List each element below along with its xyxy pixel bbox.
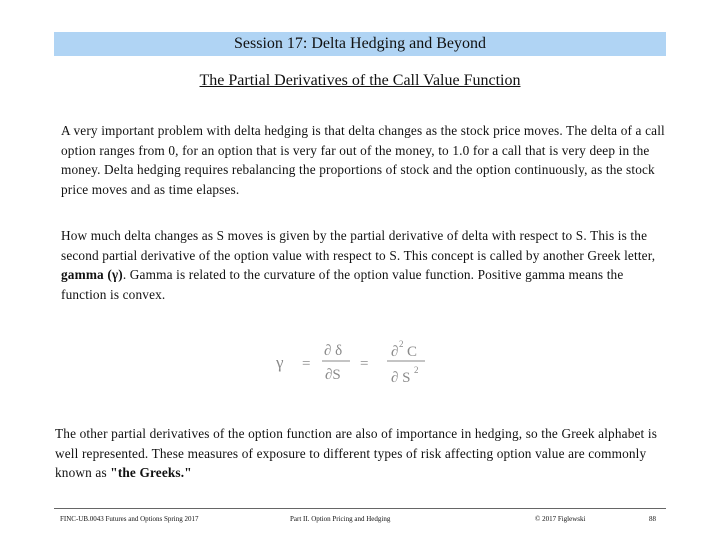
paragraph-delta-changes: A very important problem with delta hedging is that delta changes as the stock price moves. The delta of a call option ranges from 0, for an option that is very far out of the money, to 1.0 for a call that is very deep in the money. Delta hedging requires rebalancing the proportions of stock and the option continuously, as the stock price moves and as time elapses. (61, 123, 665, 197)
gamma-formula-graphic (268, 336, 438, 392)
paragraph-gamma-definition (61, 226, 666, 304)
formula-frac1-denominator: ∂S (325, 367, 341, 383)
formula-equals-2: = (360, 356, 369, 372)
paragraph-greeks-text: The other partial derivatives of the option function are also of importance in hedging, so the Greek alphabet is well represented. These measures of exposure to different types of risk affecting option value are commonly known as (55, 426, 658, 481)
formula-frac2-num-exponent: 2 (399, 339, 404, 349)
formula-frac2-partial: ∂ (391, 344, 399, 360)
gamma-term: gamma (γ) (61, 267, 123, 283)
paragraph-gamma-text-before: How much delta changes as S moves is given by the partial derivative of delta with respect to S. This is the second partial derivative of the option value with respect to S. This concept is called by another Greek letter, (61, 228, 656, 263)
formula-equals-1: = (302, 356, 311, 372)
slide-subtitle: The Partial Derivatives of the Call Value Function (199, 72, 521, 89)
formula-frac1-numerator: ∂ δ (324, 343, 343, 359)
formula-gamma-symbol: γ (276, 353, 284, 372)
gamma-formula (268, 336, 438, 392)
paragraph-greeks (55, 424, 660, 483)
slide-header-title: Session 17: Delta Hedging and Beyond (234, 35, 486, 52)
slide-header (54, 32, 666, 56)
footer-page-number: 88 (649, 515, 656, 523)
formula-frac2-num-var: C (407, 344, 418, 360)
footer-part: Part II. Option Pricing and Hedging (290, 515, 391, 523)
footer-course: FINC-UB.0043 Futures and Options Spring 2017 (60, 515, 199, 523)
formula-frac2-den-exponent: 2 (414, 365, 419, 375)
formula-frac2-denominator: ∂ S (391, 370, 411, 386)
footer-copyright: © 2017 Figlewski (535, 515, 586, 523)
greeks-term: "the Greeks." (110, 465, 192, 481)
paragraph-gamma-text-after: . Gamma is related to the curvature of the option value function. Positive gamma means the function is convex. (61, 267, 624, 302)
footer-divider (54, 508, 666, 509)
